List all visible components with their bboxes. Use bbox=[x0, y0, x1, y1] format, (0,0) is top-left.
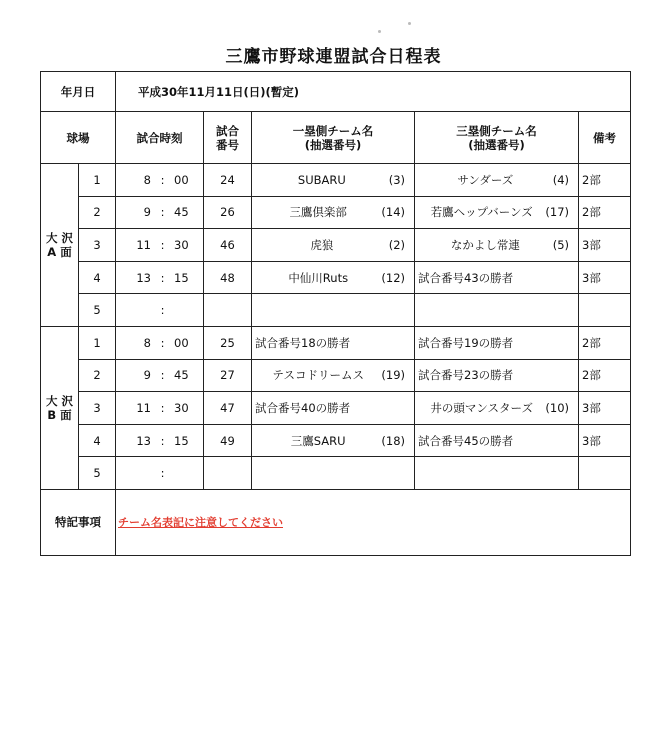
match-time bbox=[116, 196, 204, 229]
slot-number: 2 bbox=[79, 359, 116, 392]
match-time bbox=[116, 359, 204, 392]
first-base-team-cell bbox=[252, 424, 415, 457]
time-hour: 9 bbox=[143, 205, 151, 220]
time-hour: 13 bbox=[136, 270, 151, 285]
time-colon: : bbox=[160, 172, 165, 187]
slot-number: 5 bbox=[79, 294, 116, 327]
row-note: 2部 bbox=[579, 326, 631, 359]
first-base-team-cell bbox=[252, 196, 415, 229]
first-base-lot: (2) bbox=[388, 237, 405, 252]
table-row bbox=[41, 164, 631, 197]
third-base-team-cell bbox=[415, 457, 579, 490]
match-time bbox=[116, 294, 204, 327]
time-hour bbox=[131, 466, 151, 480]
first-base-team: 試合番号40の勝者 bbox=[255, 400, 351, 415]
match-time bbox=[116, 424, 204, 457]
match-number bbox=[204, 294, 252, 327]
time-minute bbox=[174, 466, 194, 480]
slot-number: 3 bbox=[79, 229, 116, 262]
slot-number: 3 bbox=[79, 392, 116, 425]
time-minute: 15 bbox=[174, 270, 189, 285]
first-base-team: 三鷹SARU bbox=[290, 433, 346, 448]
first-base-team: 試合番号18の勝者 bbox=[255, 335, 351, 350]
row-note bbox=[579, 457, 631, 490]
third-base-team: サンダーズ bbox=[457, 172, 514, 187]
slot-number: 5 bbox=[79, 457, 116, 490]
row-note: 3部 bbox=[579, 424, 631, 457]
first-base-lot: (3) bbox=[388, 172, 405, 187]
time-minute: 00 bbox=[174, 335, 189, 350]
time-hour: 11 bbox=[136, 400, 151, 415]
match-number: 49 bbox=[204, 424, 252, 457]
third-base-team-cell bbox=[415, 294, 579, 327]
date-row bbox=[41, 72, 631, 112]
match-time bbox=[116, 229, 204, 262]
third-base-team: 試合番号45の勝者 bbox=[418, 433, 514, 448]
first-base-team: 虎狼 bbox=[310, 237, 334, 252]
match-number bbox=[204, 457, 252, 490]
third-base-team-cell bbox=[415, 326, 579, 359]
time-colon: : bbox=[160, 433, 165, 448]
first-base-team: テスコドリームス bbox=[272, 368, 364, 383]
first-base-team-cell bbox=[252, 164, 415, 197]
time-hour bbox=[131, 303, 151, 317]
match-time bbox=[116, 261, 204, 294]
match-number: 26 bbox=[204, 196, 252, 229]
match-time bbox=[116, 392, 204, 425]
match-time bbox=[116, 326, 204, 359]
third-base-lot: (4) bbox=[552, 172, 569, 187]
time-hour: 11 bbox=[136, 237, 151, 252]
header-row bbox=[41, 112, 631, 164]
time-colon: : bbox=[160, 270, 165, 285]
first-base-team: SUBARU bbox=[297, 172, 346, 187]
slot-number: 4 bbox=[79, 261, 116, 294]
special-notes-cell bbox=[116, 489, 631, 555]
first-base-team-cell bbox=[252, 294, 415, 327]
first-base-team: 三鷹倶楽部 bbox=[289, 205, 347, 220]
slot-number: 1 bbox=[79, 164, 116, 197]
time-minute: 15 bbox=[174, 433, 189, 448]
slot-number: 1 bbox=[79, 326, 116, 359]
third-base-team: 試合番号43の勝者 bbox=[418, 270, 514, 285]
slot-number: 4 bbox=[79, 424, 116, 457]
third-base-team: 若鷹ヘップバーンズ bbox=[430, 205, 533, 220]
time-colon: : bbox=[160, 466, 165, 481]
table-row bbox=[41, 294, 631, 327]
row-note: 3部 bbox=[579, 392, 631, 425]
first-base-team-cell bbox=[252, 457, 415, 490]
time-hour: 8 bbox=[143, 335, 151, 350]
table-row bbox=[41, 261, 631, 294]
third-base-team-cell bbox=[415, 424, 579, 457]
third-base-team-cell bbox=[415, 359, 579, 392]
first-base-lot: (12) bbox=[381, 270, 405, 285]
first-base-team: 中仙川Ruts bbox=[288, 270, 349, 285]
time-colon: : bbox=[160, 368, 165, 383]
special-notes-row bbox=[41, 489, 631, 555]
match-number: 48 bbox=[204, 261, 252, 294]
first-base-team-cell bbox=[252, 326, 415, 359]
header-time: 試合時刻 bbox=[116, 112, 204, 164]
time-colon: : bbox=[160, 237, 165, 252]
time-colon: : bbox=[160, 335, 165, 350]
slot-number: 2 bbox=[79, 196, 116, 229]
special-notes-value: チーム名表記に注意してください bbox=[118, 516, 283, 530]
first-base-lot: (18) bbox=[381, 433, 405, 448]
table-row bbox=[41, 196, 631, 229]
third-base-team: なかよし常連 bbox=[450, 237, 520, 252]
time-colon: : bbox=[160, 303, 165, 318]
third-base-team: 試合番号19の勝者 bbox=[418, 335, 514, 350]
time-hour: 8 bbox=[143, 172, 151, 187]
third-base-team-cell bbox=[415, 196, 579, 229]
table-row bbox=[41, 457, 631, 490]
match-time bbox=[116, 457, 204, 490]
date-label: 年月日 bbox=[41, 72, 116, 112]
third-base-team-cell bbox=[415, 261, 579, 294]
date-value: 平成30年11月11日(日)(暫定) bbox=[116, 72, 631, 112]
time-hour: 13 bbox=[136, 433, 151, 448]
venue-label: 大 沢 B 面 bbox=[41, 326, 79, 489]
header-notes: 備考 bbox=[579, 112, 631, 164]
match-number: 25 bbox=[204, 326, 252, 359]
time-minute: 00 bbox=[174, 172, 189, 187]
match-number: 47 bbox=[204, 392, 252, 425]
header-match-no: 試合 番号 bbox=[204, 112, 252, 164]
table-row bbox=[41, 359, 631, 392]
special-notes-label: 特記事項 bbox=[41, 489, 116, 555]
table-row bbox=[41, 229, 631, 262]
first-base-team-cell bbox=[252, 229, 415, 262]
time-hour: 9 bbox=[143, 368, 151, 383]
match-time bbox=[116, 164, 204, 197]
row-note: 2部 bbox=[579, 196, 631, 229]
match-number: 24 bbox=[204, 164, 252, 197]
first-base-team-cell bbox=[252, 359, 415, 392]
time-minute bbox=[174, 303, 194, 317]
third-base-team-cell bbox=[415, 164, 579, 197]
time-minute: 30 bbox=[174, 237, 189, 252]
schedule-table bbox=[40, 71, 631, 556]
page-title: 三鷹市野球連盟試合日程表 bbox=[225, 47, 442, 67]
third-base-lot: (5) bbox=[552, 237, 569, 252]
venue-label: 大 沢 A 面 bbox=[41, 164, 79, 327]
header-first-base: 一塁側チーム名 (抽選番号) bbox=[252, 112, 415, 164]
third-base-team: 試合番号23の勝者 bbox=[418, 368, 514, 383]
first-base-team-cell bbox=[252, 261, 415, 294]
row-note bbox=[579, 294, 631, 327]
table-row bbox=[41, 326, 631, 359]
third-base-lot: (17) bbox=[545, 205, 569, 220]
row-note: 2部 bbox=[579, 164, 631, 197]
row-note: 2部 bbox=[579, 359, 631, 392]
time-minute: 45 bbox=[174, 368, 189, 383]
third-base-team-cell bbox=[415, 392, 579, 425]
table-row bbox=[41, 392, 631, 425]
table-row bbox=[41, 424, 631, 457]
first-base-lot: (14) bbox=[381, 205, 405, 220]
row-note: 3部 bbox=[579, 261, 631, 294]
third-base-team: 井の頭マンスターズ bbox=[430, 400, 533, 415]
third-base-lot: (10) bbox=[545, 400, 569, 415]
third-base-team-cell bbox=[415, 229, 579, 262]
time-minute: 30 bbox=[174, 400, 189, 415]
header-third-base: 三塁側チーム名 (抽選番号) bbox=[415, 112, 579, 164]
time-colon: : bbox=[160, 400, 165, 415]
time-colon: : bbox=[160, 205, 165, 220]
row-note: 3部 bbox=[579, 229, 631, 262]
first-base-lot: (19) bbox=[381, 368, 405, 383]
first-base-team-cell bbox=[252, 392, 415, 425]
header-venue: 球場 bbox=[41, 112, 116, 164]
time-minute: 45 bbox=[174, 205, 189, 220]
match-number: 46 bbox=[204, 229, 252, 262]
match-number: 27 bbox=[204, 359, 252, 392]
